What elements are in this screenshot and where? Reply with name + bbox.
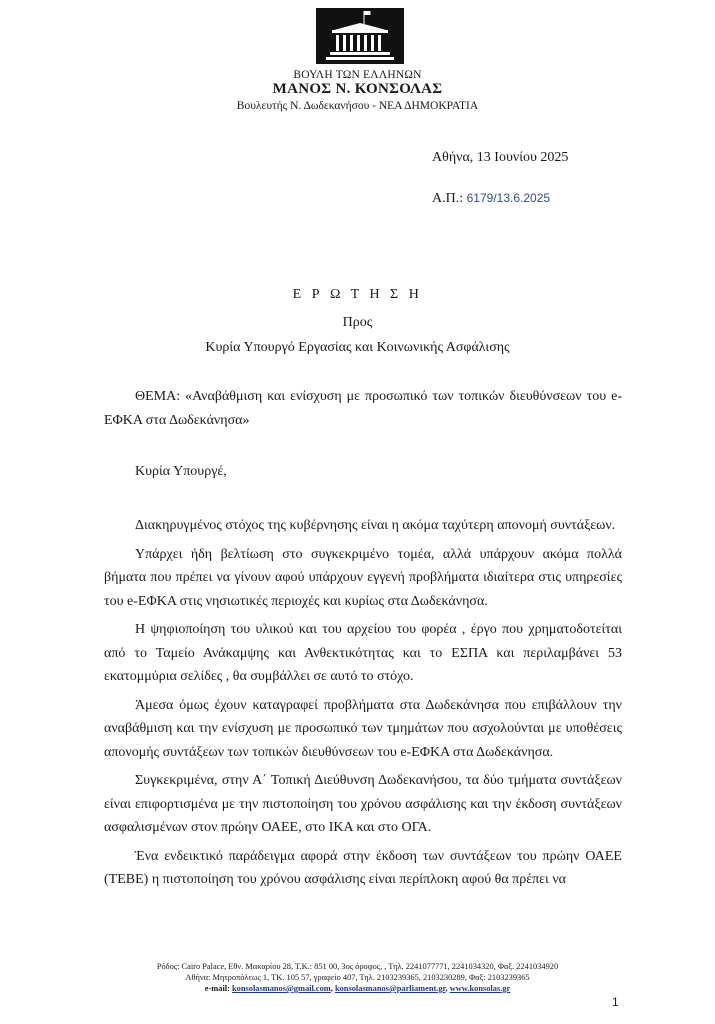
paragraph: Συγκεκριμένα, στην Α΄ Τοπική Διεύθυνση Δωδεκανήσου, τα δύο τμήματα συντάξεων είναι επιφορτισμένα με την πιστοποίηση του χρόνου ασφάλισης και την έκδοση συντάξεων ασφαλισμένων στον πρώην ΟΑΕΕ, στο ΙΚΑ και στο ΟΓΑ. [104,773,622,835]
paragraph: Ένα ενδεικτικό παράδειγμα αφορά στην έκδοση των συντάξεων του πρώην ΟΑΕΕ (ΤΕΒΕ) η πιστοποίηση του χρόνου ασφάλισης είναι περίπλοκη αφού θα πρέπει να [104,848,622,887]
footer-email-row: e-mail: konsolasmanos@gmail.com, konsolasmanos@parliament.gr, www.konsolas.gr [204,984,511,993]
footer-athens-address: Αθήνα: Μητροπόλεως 1, ΤΚ. 105 57, γραφείο 407, Τηλ. 2103239365, 2103230289, Φαξ: 2103239365 [185,973,530,982]
document-date: Αθήνα, 13 Ιουνίου 2025 [432,150,569,165]
subject-line: ΘΕΜΑ: «Αναβάθμιση και ενίσχυση με προσωπικό των τοπικών διευθύνσεων του e-ΕΦΚΑ στα Δωδεκάνησα» [104,389,622,428]
letterhead-name: ΜΑΝΟΣ Ν. ΚΟΝΣΟΛΑΣ [272,81,443,97]
parliament-building-emblem [316,8,404,64]
addressed-to-label: Προς [342,315,373,330]
paragraph: Υπάρχει ήδη βελτίωση στο συγκεκριμένο τομέα, αλλά υπάρχουν ακόμα πολλά βήματα που πρέπει να γίνουν αφού υπάρχουν εγγενή προβλήματα ιδιαίτερα στις υπηρεσίες του e-ΕΦΚΑ στις νησιωτικές περιοχές και κυρίως στα Δωδεκάνησα. [104,546,622,609]
protocol-number: 6179/13.6.2025 [466,191,551,205]
letterhead-role: Βουλευτής Ν. Δωδεκανήσου - ΝΕΑ ΔΗΜΟΚΡΑΤΙΑ [236,100,479,112]
email-link-parliament[interactable]: konsolasmanos@parliament.gr [334,984,446,993]
footer-contact-info [0,961,715,994]
protocol-number-line [432,191,550,207]
letterhead-organization: ΒΟΥΛΗ ΤΩΝ ΕΛΛΗΝΩΝ [293,69,422,81]
paragraph: Διακηρυγμένος στόχος της κυβέρνησης είναι η ακόμα ταχύτερη απονομή συντάξεων. [135,518,616,533]
footer-rhodes-address: Ρόδος: Cairo Palace, Εθν. Μακαρίου 28, Τ.Κ.: 851 00, 3ος όροφος, , Τηλ. 2241077771, 2241034320, Φαξ. 2241034920 [156,962,559,971]
salutation: Κυρία Υπουργέ, [135,464,227,479]
paragraph: Η ψηφιοποίηση του υλικού και του αρχείου του φορέα , έργο που χρηματοδοτείται από το Ταμείο Ανάκαμψης και Ανθεκτικότητας και το ΕΣΠΑ και περιλαμβάνει 53 εκατομμύρια σελίδες , θα συμβάλλει σε αυτό το στόχο. [104,622,622,684]
page-number: 1 [612,995,619,1009]
paragraph: Άμεσα όμως έχουν καταγραφεί προβλήματα στα Δωδεκάνησα που επιβάλλουν την αναβάθμιση και την ενίσχυση με προσωπικό των τμημάτων που ασχολούνται με υποθέσεις απονομής συντάξεων των τοπικών διευθύνσεων του e-ΕΦΚΑ στα Δωδεκάνησα. [104,697,622,760]
email-link-gmail[interactable]: konsolasmanos@gmail.com [232,984,331,993]
document-title: Ε Ρ Ω Τ Η Σ Η [292,287,423,302]
email-label: e-mail: [204,984,230,993]
letter-body [104,514,622,897]
website-link[interactable]: www.konsolas.gr [449,984,511,993]
recipient: Κυρία Υπουργό Εργασίας και Κοινωνικής Ασφάλισης [205,340,510,355]
protocol-label: Α.Π.: [432,191,464,206]
